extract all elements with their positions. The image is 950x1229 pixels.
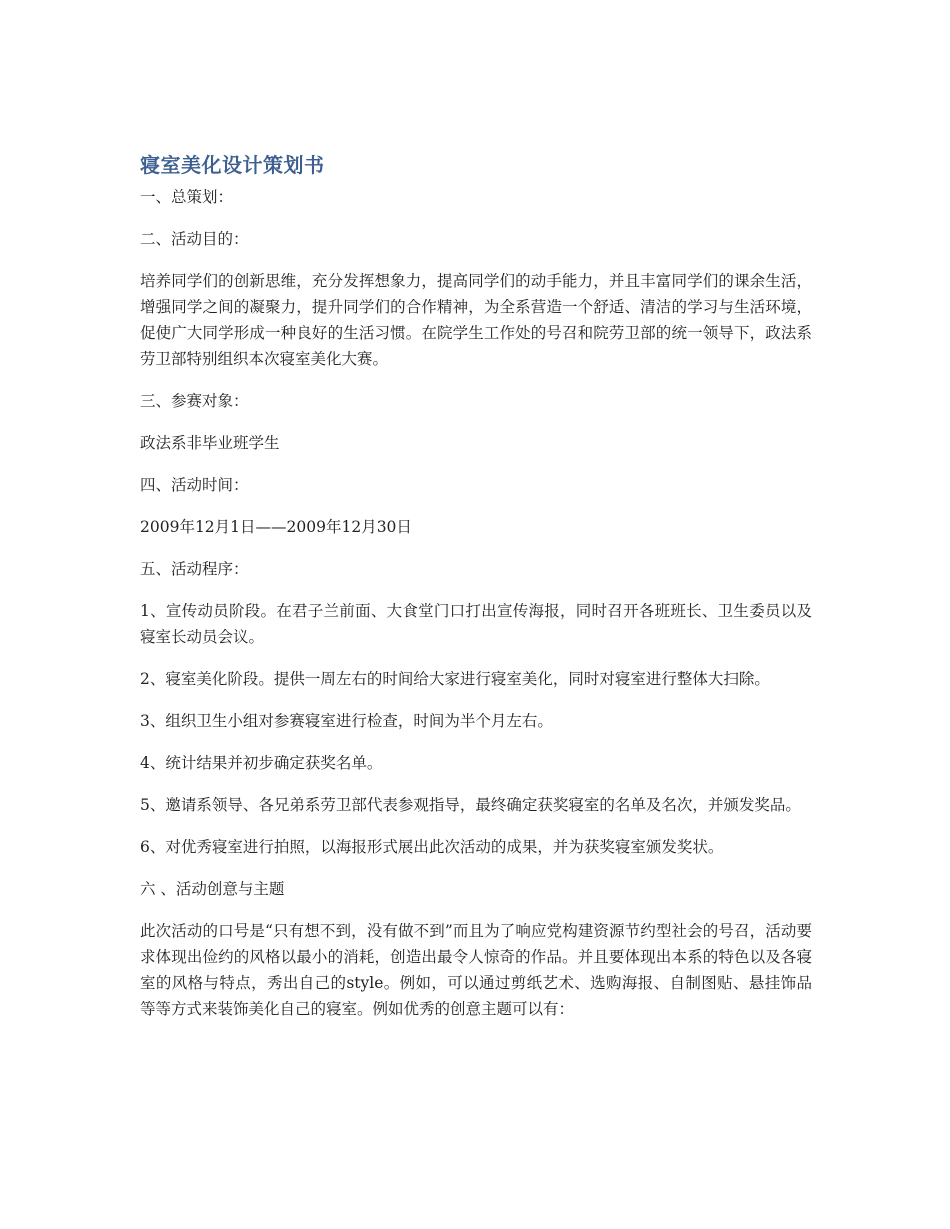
procedure-step-6: 6、对优秀寝室进行拍照，以海报形式展出此次活动的成果，并为获奖寝室颁发奖状。 <box>140 838 724 856</box>
section-heading-time: 四、活动时间： <box>140 476 249 494</box>
time-paragraph: 2009年12月1日——2009年12月30日 <box>140 518 412 536</box>
section-heading-procedure: 五、活动程序： <box>140 560 249 578</box>
procedure-step-3: 3、组织卫生小组对参赛寝室进行检查，时间为半个月左右。 <box>140 712 553 730</box>
participants-paragraph: 政法系非毕业班学生 <box>140 434 280 452</box>
procedure-step-5: 5、邀请系领导、各兄弟系劳卫部代表参观指导，最终确定获奖寝室的名单及名次，并颁发奖品。 <box>140 796 801 814</box>
procedure-step-4: 4、统计结果并初步确定获奖名单。 <box>140 754 383 772</box>
section-heading-participants: 三、参赛对象： <box>140 392 249 410</box>
procedure-step-2: 2、寝室美化阶段。提供一周左右的时间给大家进行寝室美化，同时对寝室进行整体大扫除。 <box>140 670 770 688</box>
purpose-paragraph: 培养同学们的创新思维，充分发挥想象力，提高同学们的动手能力，并且丰富同学们的课余生活，增强同学之间的凝聚力，提升同学们的合作精神，为全系营造一个舒适、清洁的学习与生活环境，促使广大同学形成一种良好的生活习惯。在院学生工作处的号召和院劳卫部的统一领导下，政法系劳卫部特别组织本次寝室美化大赛。 <box>140 272 812 368</box>
document-title: 寝室美化设计策划书 <box>140 153 325 177</box>
section-heading-theme: 六 、活动创意与主题 <box>140 880 285 898</box>
section-heading-general-plan: 一、总策划： <box>140 188 234 206</box>
procedure-step-1: 1、宣传动员阶段。在君子兰前面、大食堂门口打出宣传海报，同时召开各班班长、卫生委员以及寝室长动员会议。 <box>140 602 812 646</box>
section-heading-purpose: 二、活动目的： <box>140 230 249 248</box>
document-page <box>140 150 812 1038</box>
theme-paragraph: 此次活动的口号是“只有想不到，没有做不到”而且为了响应党构建资源节约型社会的号召，活动要求体现出俭约的风格以最小的消耗，创造出最令人惊奇的作品。并且要体现出本系的特色以及各寝室的风格与特点，秀出自己的style。例如，可以通过剪纸艺术、选购海报、自制图贴、悬挂饰品等等方式来装饰美化自己的寝室。例如优秀的创意主题可以有： <box>140 922 812 1018</box>
